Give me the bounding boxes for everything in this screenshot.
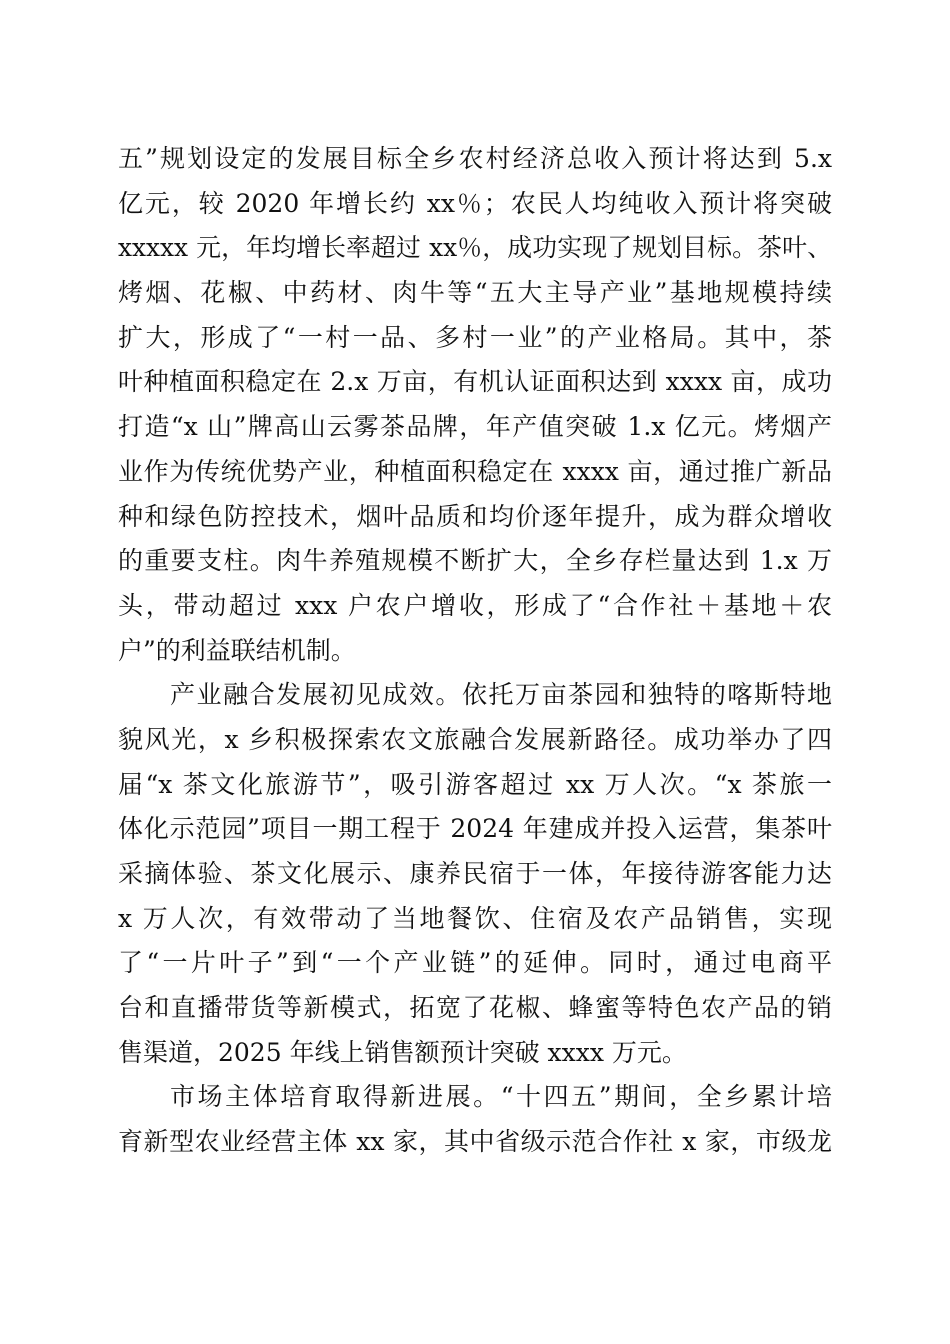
text-line: 五”规划设定的发展目标全乡农村经济总收入预计将达到 5.x <box>118 144 832 173</box>
text-line: 采摘体验、茶文化展示、康养民宿于一体，年接待游客能力达 <box>118 859 832 888</box>
text-line: 户”的利益联结机制。 <box>118 635 356 665</box>
text-line: 的重要支柱。肉牛养殖规模不断扩大，全乡存栏量达到 1.x 万 <box>118 546 832 576</box>
text-line: 育新型农业经营主体 xx 家，其中省级示范合作社 x 家，市级龙 <box>118 1127 832 1157</box>
text-line: 头，带动超过 xxx 户农户增收，形成了“合作社＋基地＋农 <box>118 590 832 620</box>
text-line: 亿元，较 2020 年增长约 xx％；农民人均纯收入预计将突破 <box>118 188 832 218</box>
text-line: x 万人次，有效带动了当地餐饮、住宿及农产品销售，实现 <box>118 903 832 933</box>
paragraph-market-entities <box>118 1075 832 1164</box>
text-line: 貌风光，x 乡积极探索农文旅融合发展新路径。成功举办了四 <box>118 724 832 754</box>
text-line: 产业融合发展初见成效。依托万亩茶园和独特的喀斯特地 <box>170 680 832 710</box>
text-line: 业作为传统优势产业，种植面积稳定在 xxxx 亩，通过推广新品 <box>118 456 832 486</box>
text-line: 烤烟、花椒、中药材、肉牛等“五大主导产业”基地规模持续 <box>118 278 832 308</box>
paragraph-agriculture-income <box>118 137 832 673</box>
text-line: 打造“x 山”牌高山云雾茶品牌，年产值突破 1.x 亿元。烤烟产 <box>118 412 832 442</box>
paragraph-industry-integration <box>118 673 832 1075</box>
document-body <box>118 137 832 1165</box>
text-line: 台和直播带货等新模式，拓宽了花椒、蜂蜜等特色农产品的销 <box>118 993 832 1023</box>
text-line: 届“x 茶文化旅游节”，吸引游客超过 xx 万人次。“x 茶旅一 <box>118 769 832 799</box>
text-line: 体化示范园”项目一期工程于 2024 年建成并投入运营，集茶叶 <box>118 814 832 844</box>
text-line: xxxxx 元，年均增长率超过 xx％，成功实现了规划目标。茶叶、 <box>118 233 832 263</box>
text-line: 售渠道，2025 年线上销售额预计突破 xxxx 万元。 <box>118 1037 687 1067</box>
text-line: 种和绿色防控技术，烟叶品质和均价逐年提升，成为群众增收 <box>118 501 832 531</box>
text-line: 了“一片叶子”到“一个产业链”的延伸。同时，通过电商平 <box>118 948 832 978</box>
text-line: 扩大，形成了“一村一品、多村一业”的产业格局。其中，茶 <box>118 322 832 352</box>
text-line: 市场主体培育取得新进展。“十四五”期间，全乡累计培 <box>170 1082 832 1112</box>
text-line: 叶种植面积稳定在 2.x 万亩，有机认证面积达到 xxxx 亩，成功 <box>118 367 832 397</box>
